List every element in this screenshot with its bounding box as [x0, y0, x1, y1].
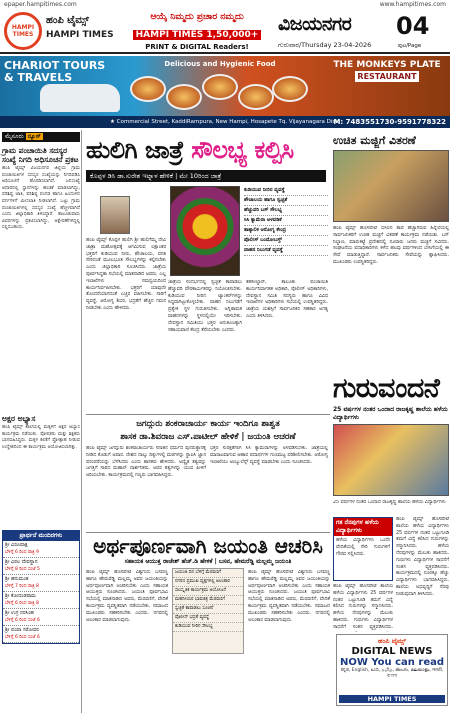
story2-headline[interactable]: ಜಗದ್ಗುರು ಶಂಕರಾಚಾರ್ಯ ಕಾರ್ಯ ಇಂದಿಗೂ ಶಾಶ್ವತ [136, 419, 280, 429]
ad-food-tagline: Delicious and Hygienic Food [164, 60, 276, 68]
url-bar [0, 0, 450, 10]
ad-mobile[interactable]: M: 7483551730-9591778322 [333, 118, 446, 126]
list-item: ಕುಡಿಯುವ ನೀರಿನ ಸೌಲಭ್ಯ [173, 623, 243, 632]
section-tag-label: ಮೈಸೂರು [5, 133, 24, 140]
brand-block [46, 15, 118, 40]
ad-restaurant-label: RESTAURANT [357, 72, 417, 81]
alumni-group-photo [333, 424, 449, 496]
plate-icon [238, 84, 274, 110]
list-item: ಶ್ರೀ ವಿಠಲ ದೇವಸ್ಥಾನ ಬೆಳಿಗ್ಗೆ 8 ರಿಂದ ಸಂಜೆ 5 [3, 558, 79, 575]
list-item: ಶ್ರೀ ಪಂಪಾ ಸರೋವರ ಬೆಳಿಗ್ಗೆ 6 ರಿಂದ ಸಂಜೆ 6 [3, 626, 79, 643]
ad-monkeys-title: THE MONKEYS PLATE [333, 60, 441, 70]
ad-digital-news: DIGITAL NEWS [351, 646, 433, 657]
buttermilk-headline[interactable]: ಉಚಿತ ಮಜ್ಜಿಗೆ ವಿತರಣೆ [333, 134, 416, 147]
story3-subheadline: ಸಹಾಯಕ ಆಯುಕ್ತ ರಾಜೇಶ್ ಹೆಚ್.ಡಿ ಹೇಳಿಕೆ | ಬಸವ, ಹೇಮರೆಡ್ಡಿ ಮಲ್ಲಮ್ಮ ಜಯಂತಿ [124, 558, 292, 565]
left-column [0, 130, 82, 713]
list-item: ಪೊಲೀಸ್ ಬಂದೋಬಸ್ತ್ [244, 236, 328, 246]
buttermilk-body: ಹಂಪಿ ಟೈಮ್ಸ್ ಹೊಸಪೇಟೆ ಬಿಸಿಲಿನ ತಾಪ ಹೆಚ್ಚಾಗಿರುವ ಹಿನ್ನೆಲೆಯಲ್ಲಿ ಸಾರ್ವಜನಿಕರಿಗೆ ಉಚಿತ ಮಜ್ಜಿಗೆ ವಿತರಣೆ ಕಾರ್ಯಕ್ರಮ ನಡೆಯಿತು. ಬಸ್ ನಿಲ್ದಾಣ, ಮಾರುಕಟ್ಟೆ ಪ್ರದೇಶದಲ್ಲಿ ನೂರಾರು ಜನರು ಮಜ್ಜಿಗೆ ಸವಿದರು. ಸಂಘಟನೆಯ ಪದಾಧಿಕಾರಿಗಳು ಕಳೆದ ಹಲವು ವರ್ಷಗಳಿಂದ ಬೇಸಿಗೆಯಲ್ಲಿ ಈ ಸೇವೆ ಮಾಡುತ್ತಿದ್ದಾರೆ. ಸಾರ್ವಜನಿಕರು ಸೇವೆಯನ್ನು ಶ್ಲಾಘಿಸಿದರು. ಮುಖಂಡರು ಉಪಸ್ಥಿತರಿದ್ದರು. [333, 226, 449, 265]
page-label: ಪುಟ/Page [398, 43, 422, 49]
arrangements-list [244, 186, 328, 278]
story3-body-2: ಹಂಪಿ ಟೈಮ್ಸ್ ಹೊಸಪೇಟೆ ವಿಶ್ವಗುರು ಬಸವಣ್ಣ ಹಾಗೂ ಹೇಮರೆಡ್ಡಿ ಮಲ್ಲಮ್ಮ ಅವರ ಜಯಂತಿಯನ್ನು ಅರ್ಥಪೂರ್ಣವಾಗಿ ಆಚರಿಸಬೇಕು ಎಂದು ಸಹಾಯಕ ಆಯುಕ್ತರು ಸೂಚಿಸಿದರು. ಜಯಂತಿ ಪೂರ್ವಭಾವಿ ಸಭೆಯಲ್ಲಿ ಮಾತನಾಡಿದ ಅವರು, ಮೆರವಣಿಗೆ, ವೇದಿಕೆ ಕಾರ್ಯಕ್ರಮ ವ್ಯವಸ್ಥಿತವಾಗಿ ನಡೆಯಬೇಕು. ಸಮಾಜದ ಮುಖಂಡರು ಸಹಕರಿಸಬೇಕು ಎಂದರು. ನಗರದಲ್ಲಿ ಅಲಂಕಾರ ಮಾಡಲಾಗುವುದು. [248, 570, 330, 623]
temple-timings-box [2, 530, 80, 644]
edition-name: ವಿಜಯನಗರ [278, 13, 352, 35]
left-story-2[interactable] [2, 414, 80, 535]
hulige-devi-photo [170, 186, 240, 276]
main-column-1: ಹಂಪಿ ಟೈಮ್ಸ್ ಕೊಪ್ಪಳ ಹುಲಿಗಿ ಶ್ರೀ ಹುಲಿಗೆಮ್ಮ ದೇವಿ ಜಾತ್ರಾ ಮಹೋತ್ಸವಕ್ಕೆ ಆಗಮಿಸುವ ಲಕ್ಷಾಂತರ ಭಕ್ತರಿಗೆ ಕುಡಿಯುವ ನೀರು, ಶೌಚಾಲಯ, ವಸತಿ ಸೇರಿದಂತೆ ಮೂಲಭೂತ ಸೌಲಭ್ಯಗಳನ್ನು ಕಲ್ಪಿಸಬೇಕು ಎಂದು ಜಿಲ್ಲಾಧಿಕಾರಿ ಸೂಚಿಸಿದರು. ಜಾತ್ರೆಯ ಪೂರ್ವಸಿದ್ಧತಾ ಸಭೆಯಲ್ಲಿ ಮಾತನಾಡಿದ ಅವರು, ಎಲ್ಲ ಇಲಾಖೆಗಳು ಸಮನ್ವಯದಿಂದ ಕಾರ್ಯನಿರ್ವಹಿಸಬೇಕು. ಭಕ್ತರಿಗೆ ಯಾವುದೇ ತೊಂದರೆಯಾಗದಂತೆ ಎಚ್ಚರ ವಹಿಸಬೇಕು. ಸಾರಿಗೆ ವ್ಯವಸ್ಥೆ, ಆರೋಗ್ಯ ಶಿಬಿರ, ಭದ್ರತೆಗೆ ಹೆಚ್ಚಿನ ಗಮನ ನೀಡಬೇಕು ಎಂದು ಹೇಳಿದರು. [86, 238, 166, 311]
plate-icon [130, 76, 166, 102]
left-story-1[interactable] [2, 146, 80, 404]
guruvandane-body-2: ಹಂಪಿ ಟೈಮ್ಸ್ ಹೊಸಪೇಟೆ ಶಾಲೆಯ ಹಳೆಯ ವಿದ್ಯಾರ್ಥಿಗಳು 25 ವರ್ಷಗಳ ನಂತರ ಒಟ್ಟುಗೂಡಿ ತಮಗೆ ವಿದ್ಯೆ ಕಲಿಸಿದ ಗುರುಗಳನ್ನು ಸನ್ಮಾನಿಸಿದರು. ಹಳೆಯ ನೆನಪುಗಳನ್ನು ಮೆಲುಕು ಹಾಕಿದರು. ಗುರುಗಳು ವಿದ್ಯಾರ್ಥಿಗಳ ಸಾಧನೆಗೆ ಸಂತಸ ವ್ಯಕ್ತಪಡಿಸಿದರು. [333, 584, 393, 630]
list-item: ಶ್ರೀ ವಿರೂಪಾಕ್ಷ ಬೆಳಿಗ್ಗೆ 6 ರಿಂದ ರಾತ್ರಿ 9 [3, 541, 79, 558]
ad-footer-brand: HAMPI TIMES [339, 695, 445, 703]
brand-english: HAMPI TIMES [46, 30, 114, 40]
main-column-2: ಜಾತ್ರೆಯ ಸಂದರ್ಭದಲ್ಲಿ ಸ್ವಚ್ಛತೆ ಕಾಪಾಡಲು ಹೆಚ್ಚುವರಿ ಪೌರಕಾರ್ಮಿಕರನ್ನು ನಿಯೋಜಿಸಬೇಕು. ಕುಡಿಯುವ ನೀರಿನ ಟ್ಯಾಂಕರ್‌ಗಳನ್ನು ಸಿದ್ಧವಾಗಿಟ್ಟುಕೊಳ್ಳಬೇಕು. ವಾಹನ ನಿಲುಗಡೆಗೆ ಪ್ರತ್ಯೇಕ ಸ್ಥಳ ಗುರುತಿಸಬೇಕು. ಅಗ್ನಿಶಾಮಕ ವಾಹನಗಳನ್ನು ಸ್ಥಳದಲ್ಲಿಯೇ ಇರಿಸಬೇಕು. ದೇವಸ್ಥಾನ ಸಮಿತಿಯು ಭಕ್ತರ ಅನುಕೂಲಕ್ಕಾಗಿ ಸಹಾಯವಾಣಿ ಕೇಂದ್ರ ತೆರೆಯಬೇಕು ಎಂದರು. [168, 280, 242, 333]
ad-restaurant-name [332, 60, 442, 83]
promo-line3: PRINT & DIGITAL Readers! [145, 43, 249, 51]
digital-news-ad[interactable] [336, 634, 448, 706]
main-headline-black: ಹುಲಿಗಿ ಜಾತ್ರೆ [86, 136, 184, 164]
list-item: ಶ್ರೀ ಉಗ್ರ ನರಸಿಂಹ ಬೆಳಿಗ್ಗೆ 6 ರಿಂದ ಸಂಜೆ 6 [3, 609, 79, 626]
promo-line1: ಆಯ್ಕೆ ನಿಮ್ಮದು ಪ್ರಚಾರ ನಮ್ಮದು [150, 12, 244, 22]
main-subheadline: ಕೊಪ್ಪಳ ಡಿಸಿ ಡಾ.ಸುರೇಶ ಇಟ್ನಾಳ ಹೇಳಿಕೆ | ಮೇ 10ರಿಂದ ಜಾತ್ರೆ [86, 170, 326, 182]
section-tag [2, 132, 80, 142]
story2-body-2: ಭಕ್ತರ ಸುರಕ್ಷತೆಗಾಗಿ ಸಿಸಿ ಕ್ಯಾಮೆರಾಗಳನ್ನು ಅಳವಡಿಸಬೇಕು. ಜಾತ್ರೆಯಲ್ಲಿ ಮಾರಾಟವಾಗುವ ಆಹಾರ ಪದಾರ್ಥಗಳ ಗುಣಮಟ್ಟ ಪರಿಶೀಲಿಸಬೇಕು. ಆರೋಗ್ಯ ಇಲಾಖೆಯು ಆಂಬ್ಯುಲೆನ್ಸ್ ವ್ಯವಸ್ಥೆ ಮಾಡಬೇಕು ಎಂದು ಸೂಚಿಸಿದರು. [210, 446, 328, 465]
left-story-1-headline: ಗ್ರಾಮ ಪಂಚಾಯಿತಿ ಸದಸ್ಯರ ಸಂಖ್ಯೆ ನಿಗದಿ ಅಧಿಸೂಚನೆ ಪ್ರಕಟ [2, 146, 79, 164]
story3-body-1: ಹಂಪಿ ಟೈಮ್ಸ್ ಹೊಸಪೇಟೆ ವಿಶ್ವಗುರು ಬಸವಣ್ಣ ಹಾಗೂ ಹೇಮರೆಡ್ಡಿ ಮಲ್ಲಮ್ಮ ಅವರ ಜಯಂತಿಯನ್ನು ಅರ್ಥಪೂರ್ಣವಾಗಿ ಆಚರಿಸಬೇಕು ಎಂದು ಸಹಾಯಕ ಆಯುಕ್ತರು ಸೂಚಿಸಿದರು. ಜಯಂತಿ ಪೂರ್ವಭಾವಿ ಸಭೆಯಲ್ಲಿ ಮಾತನಾಡಿದ ಅವರು, ಮೆರವಣಿಗೆ, ವೇದಿಕೆ ಕಾರ್ಯಕ್ರಮ ವ್ಯವಸ್ಥಿತವಾಗಿ ನಡೆಯಬೇಕು. ಸಮಾಜದ ಮುಖಂಡರು ಸಹಕರಿಸಬೇಕು ಎಂದರು. ನಗರದಲ್ಲಿ ಅಲಂಕಾರ ಮಾಡಲಾಗುವುದು. [86, 570, 168, 623]
list-item: ಶ್ರೀ ಹನುಮಂತ ಬೆಳಿಗ್ಗೆ 7 ರಿಂದ ರಾತ್ರಿ 8 [3, 575, 79, 592]
buttermilk-photo [333, 150, 449, 222]
story3-headline[interactable]: ಅರ್ಥಪೂರ್ಣವಾಗಿ ಜಯಂತಿ ಆಚರಿಸಿ [93, 534, 323, 558]
divider [86, 532, 330, 533]
promo-block [122, 12, 272, 51]
alumni-sidebox-text: ಹಳೆಯ ವಿದ್ಯಾರ್ಥಿಗಳು ಒಂದೇ ವೇದಿಕೆಯಲ್ಲಿ ಸೇರಿ ಗುರುಗಳಿಗೆ ಗೌರವ ಸಲ್ಲಿಸಿದರು. [336, 538, 390, 557]
list-item: ಸಾಂಸ್ಕೃತಿಕ ಕಾರ್ಯಕ್ರಮ ಆಯೋಜನೆ [173, 587, 243, 596]
car-icon [40, 84, 120, 112]
plate-icon [202, 74, 238, 100]
main-headline[interactable] [86, 133, 326, 167]
page-number: 04 [396, 12, 430, 40]
list-item: ವಾಹನ ನಿಲುಗಡೆ ವ್ಯವಸ್ಥೆ [244, 246, 328, 256]
list-item: ಸಿಸಿ ಕ್ಯಾಮೆರಾ ಅಳವಡಿಕೆ [244, 216, 328, 226]
ad-address: ★ Commercial Street, KaddiRampura, New Hampi, Hosapete Tq. Vijayanagara Dist. [110, 119, 340, 125]
alumni-sidebox-title: ಗತ ನೆನಪುಗಳ ಹಳೆಯ ವಿದ್ಯಾರ್ಥಿಗಳು [334, 518, 392, 536]
left-story-2-headline: ಅಕ್ಷರ ಅಭ್ಯಾಸ [2, 414, 36, 423]
plate-icon [166, 84, 202, 110]
masthead [0, 10, 450, 54]
alumni-sidebox [333, 517, 393, 581]
list-item: ನಗರದ ಪ್ರಮುಖ ವೃತ್ತಗಳಲ್ಲಿ ಅಲಂಕಾರ [173, 578, 243, 587]
temple-timings-title: ಪ್ರಾರ್ಥನೆ ಮಂದಿರಗಳು [3, 531, 79, 541]
list-item: ಮಹನೀಯರ ಭಾವಚಿತ್ರ ಮೆರವಣಿಗೆ [173, 596, 243, 605]
ad-languages: ಕನ್ನಡ, English, ಹಿಂದಿ, தமிழ், తెలుగు, മലയാളം, मराठी, বাংলা [340, 668, 444, 679]
website-url[interactable]: www.hampitimes.com [379, 1, 446, 8]
ad-brand: ಹಂಪಿ ಟೈಮ್ಸ್ [378, 637, 406, 645]
divider [86, 414, 330, 415]
brand-kannada: ಹಂಪಿ ಟೈಮ್ಸ್ [46, 15, 89, 26]
story2-subheadline: ಶಾಸಕ ಡಾ.ಶಿವರಾಜ ಎಸ್.ಪಾಟೀಲ್ ಹೇಳಿಕೆ | ಜಯಂತಿ ಆಚರಣೆ [120, 432, 296, 442]
restaurant-ad-banner[interactable] [0, 56, 450, 128]
story2-body-1: ಹಂಪಿ ಟೈಮ್ಸ್ ಜಗದ್ಗುರು ಶಂಕರಾಚಾರ್ಯರು ಸನಾತನ ಧರ್ಮದ ಪುನರುತ್ಥಾನಕ್ಕೆ ನೀಡಿದ ಕೊಡುಗೆ ಅಪಾರ. ದೇಶದ ನಾಲ್ಕು ದಿಕ್ಕುಗಳಲ್ಲಿ ಮಠಗಳನ್ನು ಸ್ಥಾಪಿಸಿ ಜ್ಞಾನ ಪರಂಪರೆಯನ್ನು ಬೆಳೆಸಿದರು ಎಂದು ಶಾಸಕರು ಹೇಳಿದರು. ಅದ್ವೈತ ತತ್ವವನ್ನು ಜಗತ್ತಿಗೆ ಸಾರಿದ ಮಹಾನ್ ದಾರ್ಶನಿಕರು. ಅವರ ತತ್ವಗಳನ್ನು ಯುವ ಪೀಳಿಗೆ ಅರಿಯಬೇಕು. ಕಾರ್ಯಕ್ರಮದಲ್ಲಿ ಗಣ್ಯರು ಭಾಗವಹಿಸಿದ್ದರು. [86, 446, 206, 479]
list-item: ತಾತ್ಕಾಲಿಕ ಆರೋಗ್ಯ ಕೇಂದ್ರ [244, 226, 328, 236]
registration-marks [2, 704, 448, 712]
list-item: ಜಯಂತಿ ದಿನ ಬೆಳಿಗ್ಗೆ ಮೆರವಣಿಗೆ [173, 569, 243, 578]
left-story-1-body: ಹಂಪಿ ಟೈಮ್ಸ್ ವಿಜಯನಗರ ಜಿಲ್ಲೆಯ ಗ್ರಾಮ ಪಂಚಾಯಿತಿಗಳ ಸದಸ್ಯರ ಸಂಖ್ಯೆಯನ್ನು ನಿಗದಿಪಡಿಸಿ ಅಧಿಸೂಚನೆ ಹೊರಡಿಸಲಾಗಿದೆ. ಜನಸಂಖ್ಯೆ ಆಧಾರದಲ್ಲಿ ಸ್ಥಾನಗಳನ್ನು ಹಂಚಿಕೆ ಮಾಡಲಾಗಿದ್ದು, ಪರಿಶಿಷ್ಟ ಜಾತಿ, ಪರಿಶಿಷ್ಟ ಪಂಗಡ ಹಾಗೂ ಹಿಂದುಳಿದ ವರ್ಗಗಳಿಗೆ ಮೀಸಲಾತಿ ನೀಡಲಾಗಿದೆ. ಒಟ್ಟು ಗ್ರಾಮ ಪಂಚಾಯಿತಿಗಳಲ್ಲಿ ಸದಸ್ಯರ ಸಂಖ್ಯೆ ಹೆಚ್ಚಳವಾಗಿದೆ ಎಂದು ಜಿಲ್ಲಾಧಿಕಾರಿ ತಿಳಿಸಿದ್ದಾರೆ. ತಾಲೂಕುವಾರು ವಿವರಗಳನ್ನು ಪ್ರಕಟಿಸಲಾಗಿದ್ದು, ಆಕ್ಷೇಪಣೆಗಳಿದ್ದಲ್ಲಿ ಸಲ್ಲಿಸಬಹುದು. [2, 166, 80, 231]
list-item: ಹೆಚ್ಚುವರಿ ಬಸ್ ಸೌಲಭ್ಯ [244, 206, 328, 216]
list-item: ಸ್ವಚ್ಛತೆ ಕಾಪಾಡಲು ಸೂಚನೆ [173, 605, 243, 614]
food-plates-image [130, 72, 310, 112]
guruvandane-headline[interactable]: ಗುರುವಂದನೆ [333, 373, 440, 404]
left-story-2-body: ಹಂಪಿ ಟೈಮ್ಸ್ ಶಾಲೆಯಲ್ಲಿ ಮಕ್ಕಳಿಗೆ ಅಕ್ಷರ ಅಭ್ಯಾಸ ಕಾರ್ಯಕ್ರಮ ನಡೆಯಿತು. ಪೋಷಕರು ಮತ್ತು ಶಿಕ್ಷಕರು ಭಾಗವಹಿಸಿದ್ದರು. ಮಕ್ಕಳ ಕಲಿಕೆಗೆ ಪ್ರೋತ್ಸಾಹ ನೀಡುವ ಉದ್ದೇಶದಿಂದ ಈ ಕಾರ್ಯಕ್ರಮ ಆಯೋಜಿಸಲಾಗಿತ್ತು. [2, 425, 80, 450]
hampi-times-logo: HAMPI TIMES [4, 12, 42, 50]
section-tag-value: ನ್ಯೂಸ್ [27, 133, 41, 140]
jayanti-facts-box [172, 568, 244, 654]
promo-line2: HAMPI TIMES 1,50,000+ [133, 30, 262, 40]
ad-chariot-title: CHARIOT TOURS & TRAVELS [4, 59, 106, 84]
guruvandane-caption: 25 ವರ್ಷಗಳ ನಂತರ ಒಂದಾದ ರಾಜಕೃಷ್ಣ ಶಾಲೆಯ ಹಳೆಯ ವಿದ್ಯಾರ್ಥಿಗಳು [333, 500, 446, 505]
ad-address-bar [0, 116, 450, 128]
list-item: ಶೌಚಾಲಯ ಹಾಗೂ ಸ್ವಚ್ಛತೆ [244, 196, 328, 206]
ad-now-read: NOW You can read [339, 657, 445, 668]
edition-date: ಗುರುವಾರ/Thursday 23-04-2026 [278, 41, 372, 49]
guruvandane-body-1: ಹಂಪಿ ಟೈಮ್ಸ್ ಹೊಸಪೇಟೆ ಶಾಲೆಯ ಹಳೆಯ ವಿದ್ಯಾರ್ಥಿಗಳು 25 ವರ್ಷಗಳ ನಂತರ ಒಟ್ಟುಗೂಡಿ ತಮಗೆ ವಿದ್ಯೆ ಕಲಿಸಿದ ಗುರುಗಳನ್ನು ಸನ್ಮಾನಿಸಿದರು. ಹಳೆಯ ನೆನಪುಗಳನ್ನು ಮೆಲುಕು ಹಾಕಿದರು. ಗುರುಗಳು ವಿದ್ಯಾರ್ಥಿಗಳ ಸಾಧನೆಗೆ ಸಂತಸ ವ್ಯಕ್ತಪಡಿಸಿದರು. ಕಾರ್ಯಕ್ರಮದಲ್ಲಿ ನೂರಕ್ಕೂ ಹೆಚ್ಚು ವಿದ್ಯಾರ್ಥಿಗಳು ಭಾಗವಹಿಸಿದ್ದರು. ಶಾಲೆಯ ಅಭಿವೃದ್ಧಿಗೆ ನೆರವು ನೀಡುವುದಾಗಿ ತಿಳಿಸಿದರು. [396, 517, 449, 597]
list-item: ಪೊಲೀಸ್ ಭದ್ರತೆ ವ್ಯವಸ್ಥೆ [173, 614, 243, 623]
plate-icon [272, 76, 308, 102]
main-column-3: ತಹಸೀಲ್ದಾರ್, ತಾಲೂಕು ಪಂಚಾಯಿತಿ ಕಾರ್ಯನಿರ್ವಾಹಕ ಅಧಿಕಾರಿ, ಪೊಲೀಸ್ ಅಧಿಕಾರಿಗಳು, ದೇವಸ್ಥಾನ ಸಮಿತಿ ಸದಸ್ಯರು ಹಾಗೂ ವಿವಿಧ ಇಲಾಖೆಗಳ ಅಧಿಕಾರಿಗಳು ಸಭೆಯಲ್ಲಿ ಉಪಸ್ಥಿತರಿದ್ದರು. ಜಾತ್ರೆಯ ಯಶಸ್ಸಿಗೆ ಸಾರ್ವಜನಿಕರ ಸಹಕಾರ ಅಗತ್ಯ ಎಂದು ತಿಳಿಸಿದರು. [246, 280, 328, 319]
main-headline-pink: ಸೌಲಭ್ಯ ಕಲ್ಪಿಸಿ [191, 136, 294, 164]
list-item: ಶ್ರೀ ಕೋದಂಡರಾಮ ಬೆಳಿಗ್ಗೆ 6 ರಿಂದ ರಾತ್ರಿ 8 [3, 592, 79, 609]
list-item: ಕುಡಿಯುವ ನೀರಿನ ವ್ಯವಸ್ಥೆ [244, 186, 328, 196]
epaper-url[interactable]: epaper.hampitimes.com [4, 1, 77, 8]
guruvandane-subheadline: 25 ವರ್ಷಗಳ ನಂತರ ಒಂದಾದ ರಾಜಕೃಷ್ಣ ಶಾಲೆಯ ಹಳೆಯ ವಿದ್ಯಾರ್ಥಿಗಳು [333, 406, 448, 421]
